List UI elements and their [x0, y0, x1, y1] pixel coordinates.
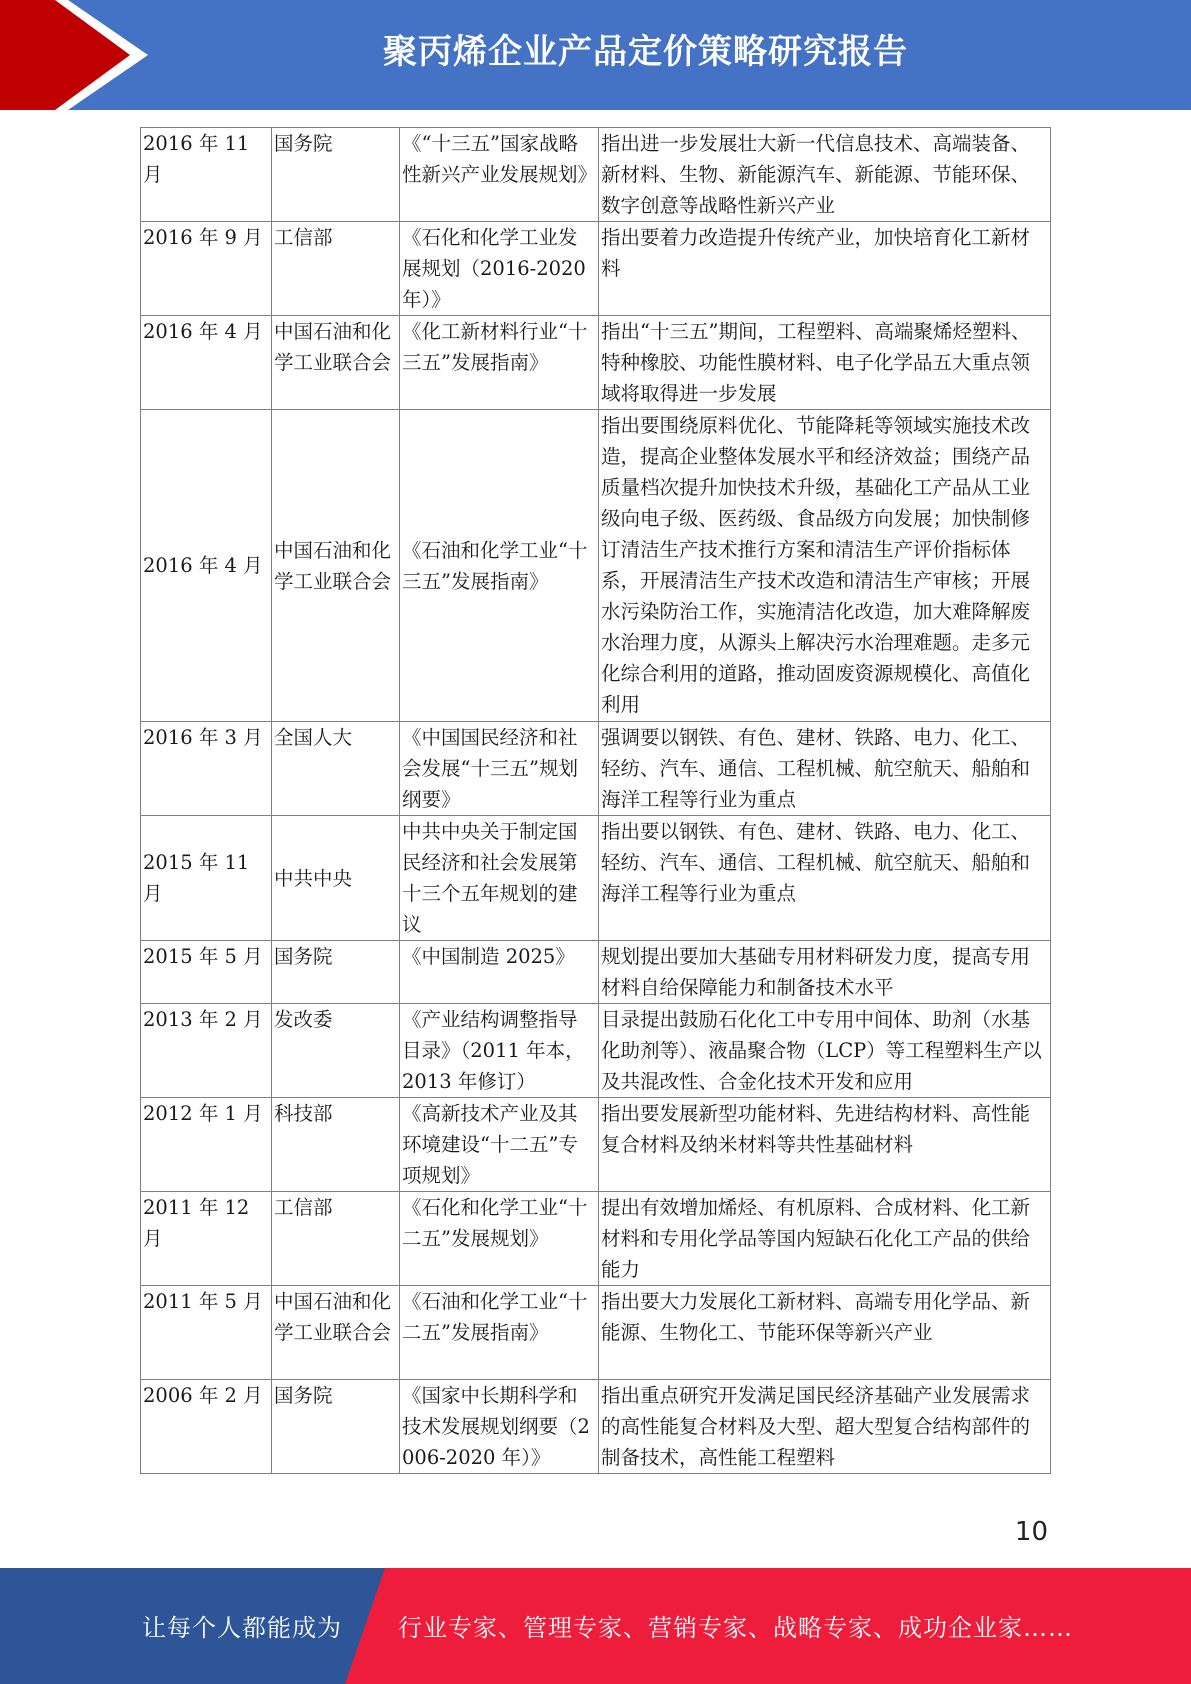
cell-document: 《石化和化学工业“十二五”发展规划》	[400, 1192, 599, 1286]
cell-issuer: 国务院	[272, 1380, 400, 1474]
table-row	[141, 722, 1051, 816]
cell-content: 提出有效增加烯烃、有机原料、合成材料、化工新材料和专用化学品等国内短缺石化化工产品的供给能力	[599, 1192, 1051, 1286]
cell-date: 2006 年 2 月	[141, 1380, 272, 1474]
footer-slogan-lead: 让每个人都能成为	[142, 1614, 342, 1642]
cell-issuer: 中国石油和化学工业联合会	[272, 410, 400, 722]
table-row	[141, 1380, 1051, 1474]
cell-content: 指出“十三五”期间，工程塑料、高端聚烯烃塑料、特种橡胶、功能性膜材料、电子化学品五大重点领域将取得进一步发展	[599, 316, 1051, 410]
page-header	[0, 0, 1191, 110]
cell-document: 《石化和化学工业发展规划（2016-2020 年）》	[400, 222, 599, 316]
table-row	[141, 941, 1051, 1004]
table-row	[141, 222, 1051, 316]
cell-content: 指出要围绕原料优化、节能降耗等领域实施技术改造，提高企业整体发展水平和经济效益；围绕产品质量档次提升加快技术升级，基础化工产品从工业级向电子级、医药级、食品级方向发展；加快制修订清洁生产技术推行方案和清洁生产评价指标体系，开展清洁生产技术改造和清洁生产审核；开展水污染防治工作，实施清洁化改造，加大难降解废水治理力度，从源头上解决污水治理难题。走多元化综合利用的道路，推动固废资源规模化、高值化利用	[599, 410, 1051, 722]
cell-document: 《化工新材料行业“十三五”发展指南》	[400, 316, 599, 410]
cell-document: 《中国制造 2025》	[400, 941, 599, 1004]
cell-content: 指出要发展新型功能材料、先进结构材料、高性能复合材料及纳米材料等共性基础材料	[599, 1098, 1051, 1192]
cell-document: 《“十三五”国家战略性新兴产业发展规划》	[400, 128, 599, 222]
cell-date: 2015 年 5 月	[141, 941, 272, 1004]
table-row	[141, 1098, 1051, 1192]
cell-document: 《中国国民经济和社会发展“十三五”规划纲要》	[400, 722, 599, 816]
cell-content: 指出重点研究开发满足国民经济基础产业发展需求的高性能复合材料及大型、超大型复合结构部件的制备技术，高性能工程塑料	[599, 1380, 1051, 1474]
cell-content: 规划提出要加大基础专用材料研发力度，提高专用材料自给保障能力和制备技术水平	[599, 941, 1051, 1004]
cell-date: 2016 年 3 月	[141, 722, 272, 816]
cell-date: 2015 年 11 月	[141, 816, 272, 941]
cell-content: 指出要大力发展化工新材料、高端专用化学品、新能源、生物化工、节能环保等新兴产业	[599, 1286, 1051, 1380]
cell-issuer: 国务院	[272, 128, 400, 222]
cell-date: 2016 年 9 月	[141, 222, 272, 316]
cell-date: 2011 年 5 月	[141, 1286, 272, 1380]
cell-date: 2016 年 11 月	[141, 128, 272, 222]
cell-content: 目录提出鼓励石化化工中专用中间体、助剂（水基化助剂等）、液晶聚合物（LCP）等工程塑料生产以及共混改性、合金化技术开发和应用	[599, 1004, 1051, 1098]
cell-issuer: 中共中央	[272, 816, 400, 941]
cell-issuer: 工信部	[272, 1192, 400, 1286]
cell-document: 《国家中长期科学和技术发展规划纲要（2006-2020 年）》	[400, 1380, 599, 1474]
cell-document: 《高新技术产业及其环境建设“十二五”专项规划》	[400, 1098, 599, 1192]
page-number: 10	[1014, 1517, 1048, 1547]
cell-date: 2012 年 1 月	[141, 1098, 272, 1192]
table-row	[141, 410, 1051, 722]
cell-document: 《产业结构调整指导目录》（2011 年本，2013 年修订）	[400, 1004, 599, 1098]
cell-document: 中共中央关于制定国民经济和社会发展第十三个五年规划的建议	[400, 816, 599, 941]
table-row	[141, 816, 1051, 941]
cell-document: 《石油和化学工业“十三五”发展指南》	[400, 410, 599, 722]
table-row	[141, 128, 1051, 222]
cell-date: 2016 年 4 月	[141, 316, 272, 410]
cell-date: 2013 年 2 月	[141, 1004, 272, 1098]
cell-content: 指出进一步发展壮大新一代信息技术、高端装备、新材料、生物、新能源汽车、新能源、节能环保、数字创意等战略性新兴产业	[599, 128, 1051, 222]
table-row	[141, 1192, 1051, 1286]
report-title: 聚丙烯企业产品定价策略研究报告	[383, 32, 908, 72]
cell-content: 强调要以钢铁、有色、建材、铁路、电力、化工、轻纺、汽车、通信、工程机械、航空航天、船舶和海洋工程等行业为重点	[599, 722, 1051, 816]
page-footer	[0, 1568, 1191, 1684]
policy-table	[140, 127, 1051, 1474]
cell-content: 指出要着力改造提升传统产业，加快培育化工新材料	[599, 222, 1051, 316]
cell-issuer: 全国人大	[272, 722, 400, 816]
cell-issuer: 工信部	[272, 222, 400, 316]
table-row	[141, 1286, 1051, 1380]
footer-slogan-roles: 行业专家、管理专家、营销专家、战略专家、成功企业家……	[398, 1614, 1073, 1642]
cell-issuer: 发改委	[272, 1004, 400, 1098]
cell-issuer: 科技部	[272, 1098, 400, 1192]
cell-content: 指出要以钢铁、有色、建材、铁路、电力、化工、轻纺、汽车、通信、工程机械、航空航天、船舶和海洋工程等行业为重点	[599, 816, 1051, 941]
table-row	[141, 316, 1051, 410]
cell-issuer: 中国石油和化学工业联合会	[272, 316, 400, 410]
cell-date: 2011 年 12 月	[141, 1192, 272, 1286]
cell-issuer: 中国石油和化学工业联合会	[272, 1286, 400, 1380]
cell-date: 2016 年 4 月	[141, 410, 272, 722]
cell-document: 《石油和化学工业“十二五”发展指南》	[400, 1286, 599, 1380]
table-row	[141, 1004, 1051, 1098]
cell-issuer: 国务院	[272, 941, 400, 1004]
